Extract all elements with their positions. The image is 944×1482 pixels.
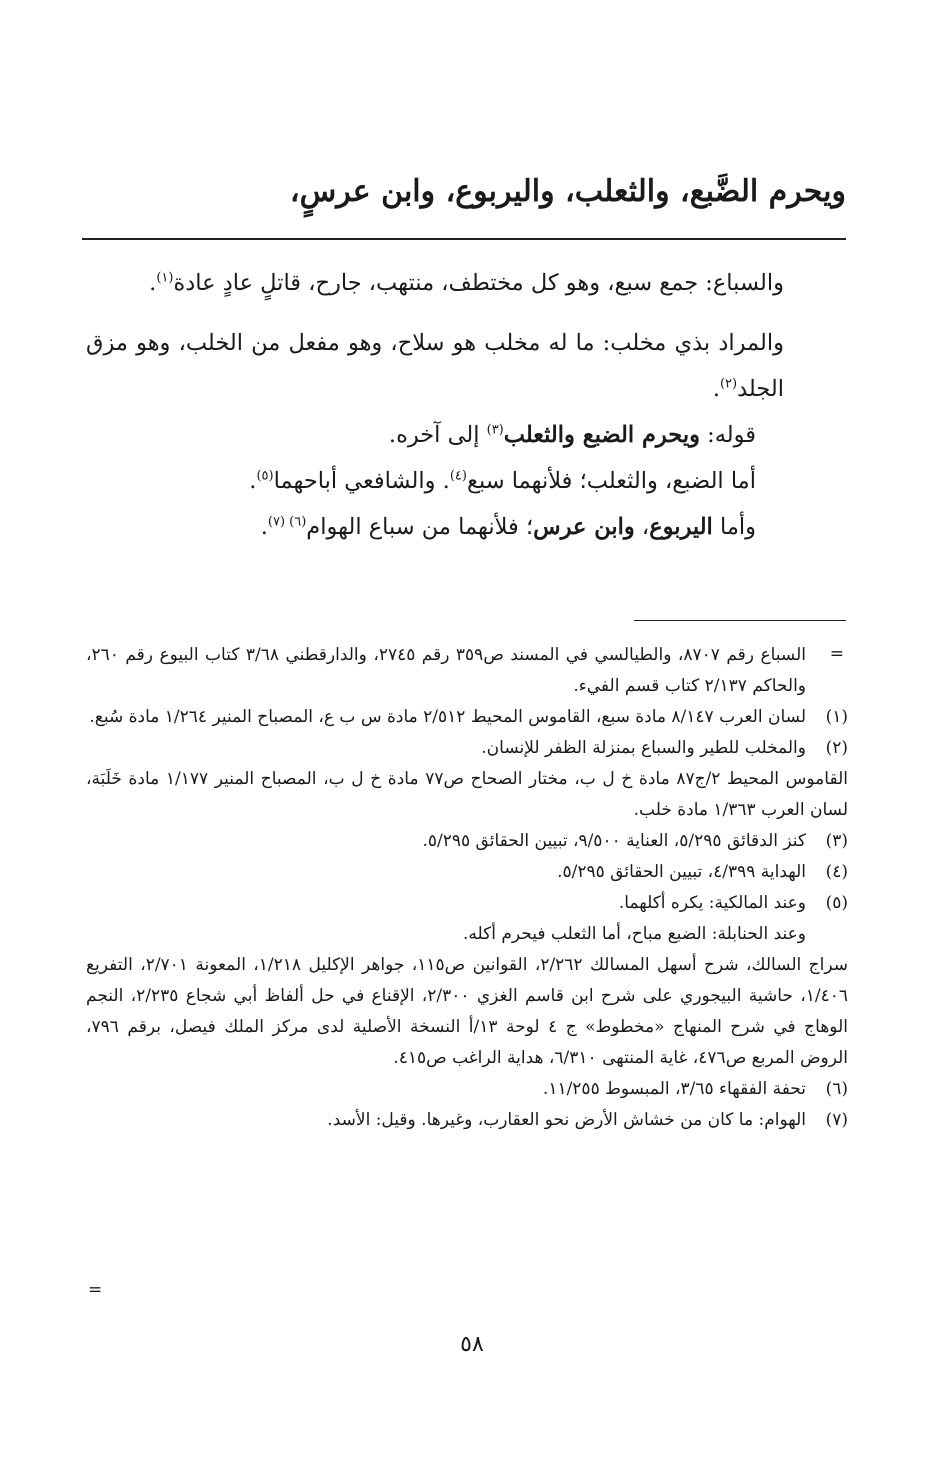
footnote-ref-4[interactable]: (٤) [449,468,467,484]
separator: ، [634,514,650,540]
period: . [260,514,268,540]
footnote-2 [86,733,848,764]
paragraph-text: ؛ فلأنهما من سباع الهوام [306,514,534,540]
section-heading: ويحرم الضَّبع، والثعلب، واليربوع، وابن عرسٍ، [289,174,846,209]
footnote-text: سراج السالك، شرح أسهل المسالك ٢/٢٦٢، القوانين ص١١٥، جواهر الإكليل ١/٢١٨، المعونة ٢/٧٠١، التفريع ١/٤٠٦، حاشية البيجوري على شرح ابن قاسم الغزي ٢/٣٠٠، الإقناع في حل ألفاظ أبي شجاع ٢/٢٣٥، النجم الوهاج في شرح المنهاج «مخطوط» ج ٤ لوحة ١٣/أ النسخة الأصلية لدى مركز الملك فيصل، برقم ٧٩٦، الروض المربع ص٤٧٦، غاية المنتهى ٦/٣١٠، هداية الراغب ص٤١٥. [86,955,848,1068]
paragraph-mikhlab [86,320,848,412]
footnote-number: (٥) [825,893,848,913]
footnote-text: والمخلب للطير والسباع بمنزلة الظفر للإنسان. [481,738,806,758]
footnote-continuation [86,640,848,702]
paragraph-text: . والشافعي أباحهما [273,468,450,494]
period: . [149,270,157,296]
paragraph-dabu [86,458,848,504]
period: . [249,468,257,494]
footnote-ref-5[interactable]: (٥) [256,468,274,484]
paragraph-sibaa [86,260,848,306]
paragraph-qawluhu [86,412,848,458]
footnote-text: وعند المالكية: يكره أكلهما. [618,893,806,913]
footnotes [86,640,848,1136]
main-text [86,260,848,550]
footnote-text: الهوام: ما كان من خشاش الأرض نحو العقارب، وغيرها. وقيل: الأسد. [327,1110,806,1130]
footnote-text: لسان العرب ٨/١٤٧ مادة سبع، القاموس المحيط ٢/٥١٢ مادة س ب ع، المصباح المنير ١/٢٦٤ مادة سُبع. [89,707,806,727]
footnote-3 [86,826,848,857]
footnote-ref-2[interactable]: (٢) [719,376,738,392]
footnote-number: (٢) [825,738,848,758]
footnote-ref-1[interactable]: (١) [156,270,174,286]
footnote-text: السباع رقم ٨٧٠٧، والطيالسي في المسند ص٣٥٩ رقم ٢٧٤٥، والدارقطني ٣/٦٨ كتاب البيوع رقم ٢٦٠، والحاكم ٢/١٣٧ كتاب قسم الفيء. [86,645,806,696]
footnote-text: وعند الحنابلة: الضبع مباح، أما الثعلب فيحرم أكله. [463,924,806,944]
footnote-5-sources [86,950,848,1074]
footnote-5-hanabila [86,919,848,950]
matn-quote: اليربوع [649,514,713,540]
footnote-text: كنز الدقائق ٥/٢٩٥، العناية ٩/٥٠٠، تبيين الحقائق ٥/٢٩٥. [422,831,806,851]
matn-quote: ويحرم الضبع والثعلب [503,422,700,448]
footnote-4 [86,857,848,888]
continued-marker: = [88,1280,103,1300]
footnote-5 [86,888,848,919]
footnote-number: (٤) [825,862,848,882]
paragraph-text: والمراد بذي مخلب: ما له مخلب هو سلاح، وهو مفعل من الخلب، وهو مزق الجلد [86,330,784,402]
footnote-text: القاموس المحيط ٢/ج٨٧ مادة خ ل ب، مختار الصحاح ص٧٧ مادة خ ل ب، المصباح المنير ١/١٧٧ مادة خَلَبَة، لسان العرب ١/٣٦٣ مادة خلب. [86,769,848,820]
paragraph-text: وأما [712,514,756,540]
matn-quote: وابن عرس [533,514,635,540]
footnote-7 [86,1105,848,1136]
paragraph-text: أما الضبع، والثعلب؛ فلأنهما سبع [466,468,756,494]
footnote-ref-3[interactable]: (٣) [486,422,504,438]
footnote-divider [634,620,846,621]
footnote-number: (٧) [825,1110,848,1130]
footnote-2-sources [86,764,848,826]
footnote-number: (٣) [825,831,848,851]
footnote-ref-6-7[interactable]: (٦) (٧) [267,514,307,530]
paragraph-yarbu [86,504,848,550]
footnote-number: (٦) [825,1079,848,1099]
paragraph-text: قوله: [699,422,756,448]
heading-divider [82,238,846,240]
footnote-6 [86,1074,848,1105]
page-number: ٥٨ [460,1332,484,1357]
paragraph-text: إلى آخره. [388,422,487,448]
footnote-number: (١) [825,707,848,727]
paragraph-text: والسباع: جمع سبع، وهو كل مختطف، منتهب، جارح، قاتلٍ عادٍ عادة [173,270,784,296]
continuation-marker: = [829,644,844,664]
period: . [712,376,720,402]
footnote-text: تحفة الفقهاء ٣/٦٥، المبسوط ١١/٢٥٥. [542,1079,806,1099]
footnote-1 [86,702,848,733]
footnote-text: الهداية ٤/٣٩٩، تبيين الحقائق ٥/٢٩٥. [557,862,806,882]
